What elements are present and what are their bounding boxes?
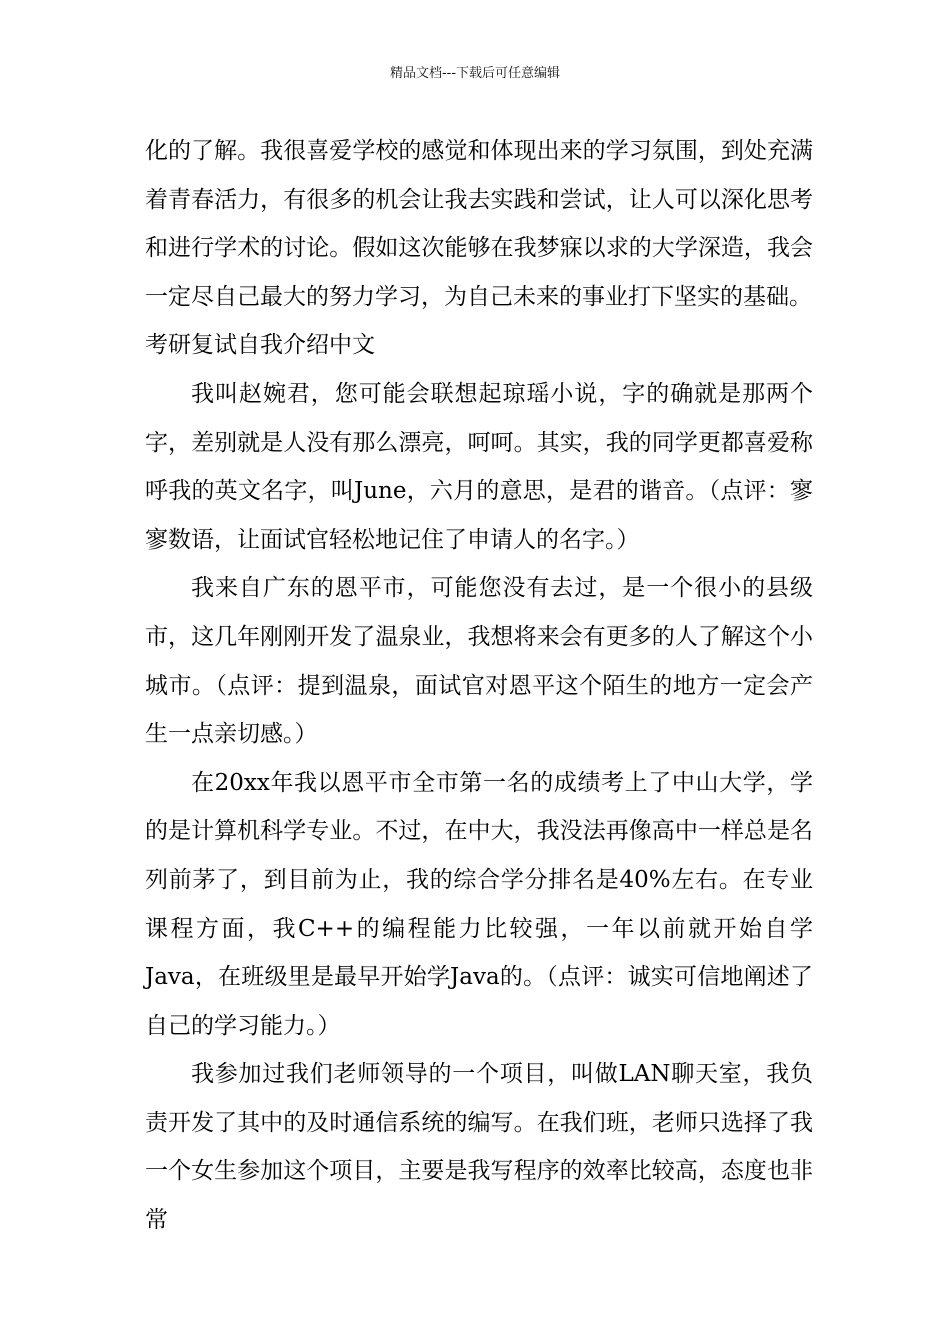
paragraph-1: 我叫赵婉君，您可能会联想起琼瑶小说，字的确就是那两个字，差别就是人没有那么漂亮，呵呵。其实，我的同学更都喜爱称呼我的英文名字，叫June，六月的意思，是君的谐音。（点评：寥寥数语，让面试官轻松地记住了申请人的名字。） bbox=[145, 380, 813, 553]
paragraph-2: 我来自广东的恩平市，可能您没有去过，是一个很小的县级市，这几年刚刚开发了温泉业，我想将来会有更多的人了解这个小城市。（点评：提到温泉，面试官对恩平这个陌生的地方一定会产生一点亲切感。） bbox=[145, 575, 813, 748]
document-body bbox=[145, 127, 813, 1245]
paragraph-3: 在20xx年我以恩平市全市第一名的成绩考上了中山大学，学的是计算机科学专业。不过，在中大，我没法再像高中一样总是名列前茅了，到目前为止，我的综合学分排名是40%左右。在专业课程方面，我C++的编程能力比较强，一年以前就开始自学Java，在班级里是最早开始学Java的。（点评：诚实可信地阐述了自己的学习能力。） bbox=[145, 769, 813, 1039]
continuation-paragraph: 化的了解。我很喜爱学校的感觉和体现出来的学习氛围，到处充满着青春活力，有很多的机会让我去实践和尝试，让人可以深化思考和进行学术的讨论。假如这次能够在我梦寐以求的大学深造，我会一定尽自己最大的努力学习，为自己未来的事业打下坚实的基础。 bbox=[145, 138, 813, 310]
page-header: 精品文档---下载后可任意编辑 bbox=[389, 66, 561, 81]
section-title: 考研复试自我介绍中文 bbox=[145, 332, 375, 359]
paragraph-4: 我参加过我们老师领导的一个项目，叫做LAN聊天室，我负责开发了其中的及时通信系统的编写。在我们班，老师只选择了我一个女生参加这个项目，主要是我写程序的效率比较高，态度也非常 bbox=[145, 1061, 813, 1234]
